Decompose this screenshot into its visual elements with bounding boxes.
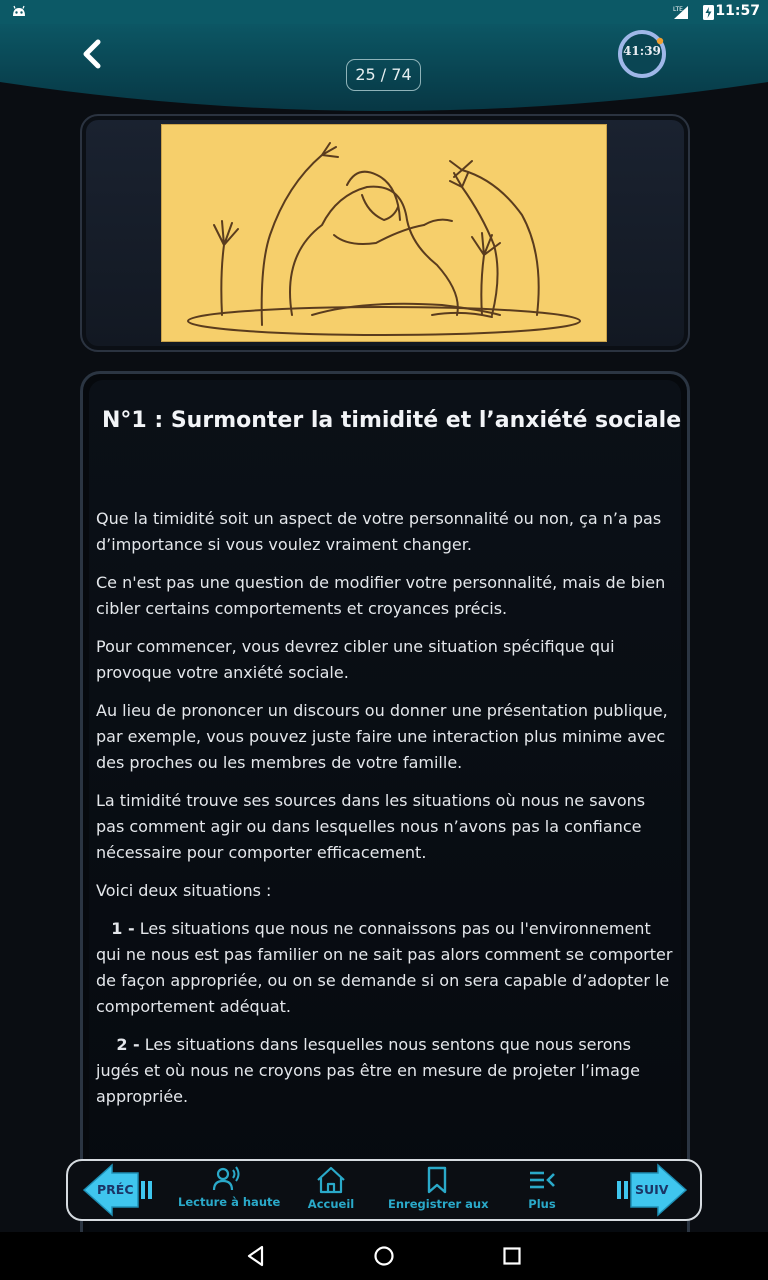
speaker-voice-icon [212, 1166, 240, 1192]
article-paragraph: La timidité trouve ses sources dans les situations où nous ne savons pas comment agir ou dans lesquelles nous n’avons pas la confiance nécessaire pour comporter efficacement. [96, 791, 646, 862]
article-paragraph: Voici deux situations : [96, 881, 272, 900]
status-bar [0, 0, 768, 24]
status-time: 11:57 [715, 3, 760, 19]
save-button[interactable] [388, 1166, 489, 1218]
nav-back-icon[interactable] [244, 1244, 268, 1268]
more-label: Plus [528, 1197, 556, 1211]
signal-icon [672, 4, 690, 20]
android-notification-icon [11, 4, 27, 20]
home-button[interactable] [296, 1166, 366, 1218]
more-button[interactable] [512, 1166, 572, 1218]
list-item-text: Les situations dans lesquelles nous sentons que nous serons jugés et où nous ne croyons pas être en mesure de projeter l’image appropriée. [96, 1035, 640, 1106]
more-list-icon [528, 1166, 556, 1194]
back-arrow-icon[interactable] [72, 32, 112, 76]
list-item-text: Les situations que nous ne connaissons pas ou l'environnement qui ne nous est pas familier on ne sait pas alors comment se comporter de façon appropriée, ou on se demande si on sera capable d’adopter le comportement adéquat. [96, 919, 673, 1016]
read-aloud-label: Lecture à haute [178, 1195, 281, 1209]
reading-timer: 41:39 [623, 44, 661, 58]
system-navigation-bar [0, 1232, 768, 1280]
article-body [96, 506, 674, 1122]
nav-recents-icon[interactable] [500, 1244, 524, 1268]
article-paragraph: Au lieu de prononcer un discours ou donner une présentation publique, par exemple, vous pouvez juste faire une interaction plus minime avec des proches ou les membres de votre famille. [96, 701, 668, 772]
home-icon [315, 1166, 347, 1194]
shyness-illustration [161, 124, 607, 342]
next-label: SUIV [635, 1182, 669, 1197]
previous-label: PRÉC [97, 1182, 134, 1197]
article-paragraph: Que la timidité soit un aspect de votre personnalité ou non, ça n’a pas d’importance si vous voulez vraiment changer. [96, 509, 662, 554]
svg-text:LTE: LTE [673, 6, 683, 13]
battery-charging-icon [703, 4, 714, 20]
article-paragraph: Ce n'est pas une question de modifier votre personnalité, mais de bien cibler certains comportements et croyances précis. [96, 573, 666, 618]
save-label: Enregistrer aux [388, 1197, 489, 1211]
article-title: N°1 : Surmonter la timidité et l’anxiété sociale [102, 408, 682, 433]
home-label: Accueil [307, 1197, 355, 1211]
nav-home-icon[interactable] [372, 1244, 396, 1268]
bookmark-icon [425, 1166, 449, 1194]
article-list-item [96, 1032, 674, 1110]
bottom-toolbar [66, 1159, 702, 1221]
read-aloud-button[interactable] [178, 1166, 281, 1218]
page-counter: 25 / 74 [346, 59, 421, 91]
article-list-item [96, 916, 674, 1020]
list-item-number: 2 - [116, 1035, 140, 1054]
article-paragraph: Pour commencer, vous devrez cibler une situation spécifique qui provoque votre anxiété sociale. [96, 637, 615, 682]
list-item-number: 1 - [111, 919, 135, 938]
